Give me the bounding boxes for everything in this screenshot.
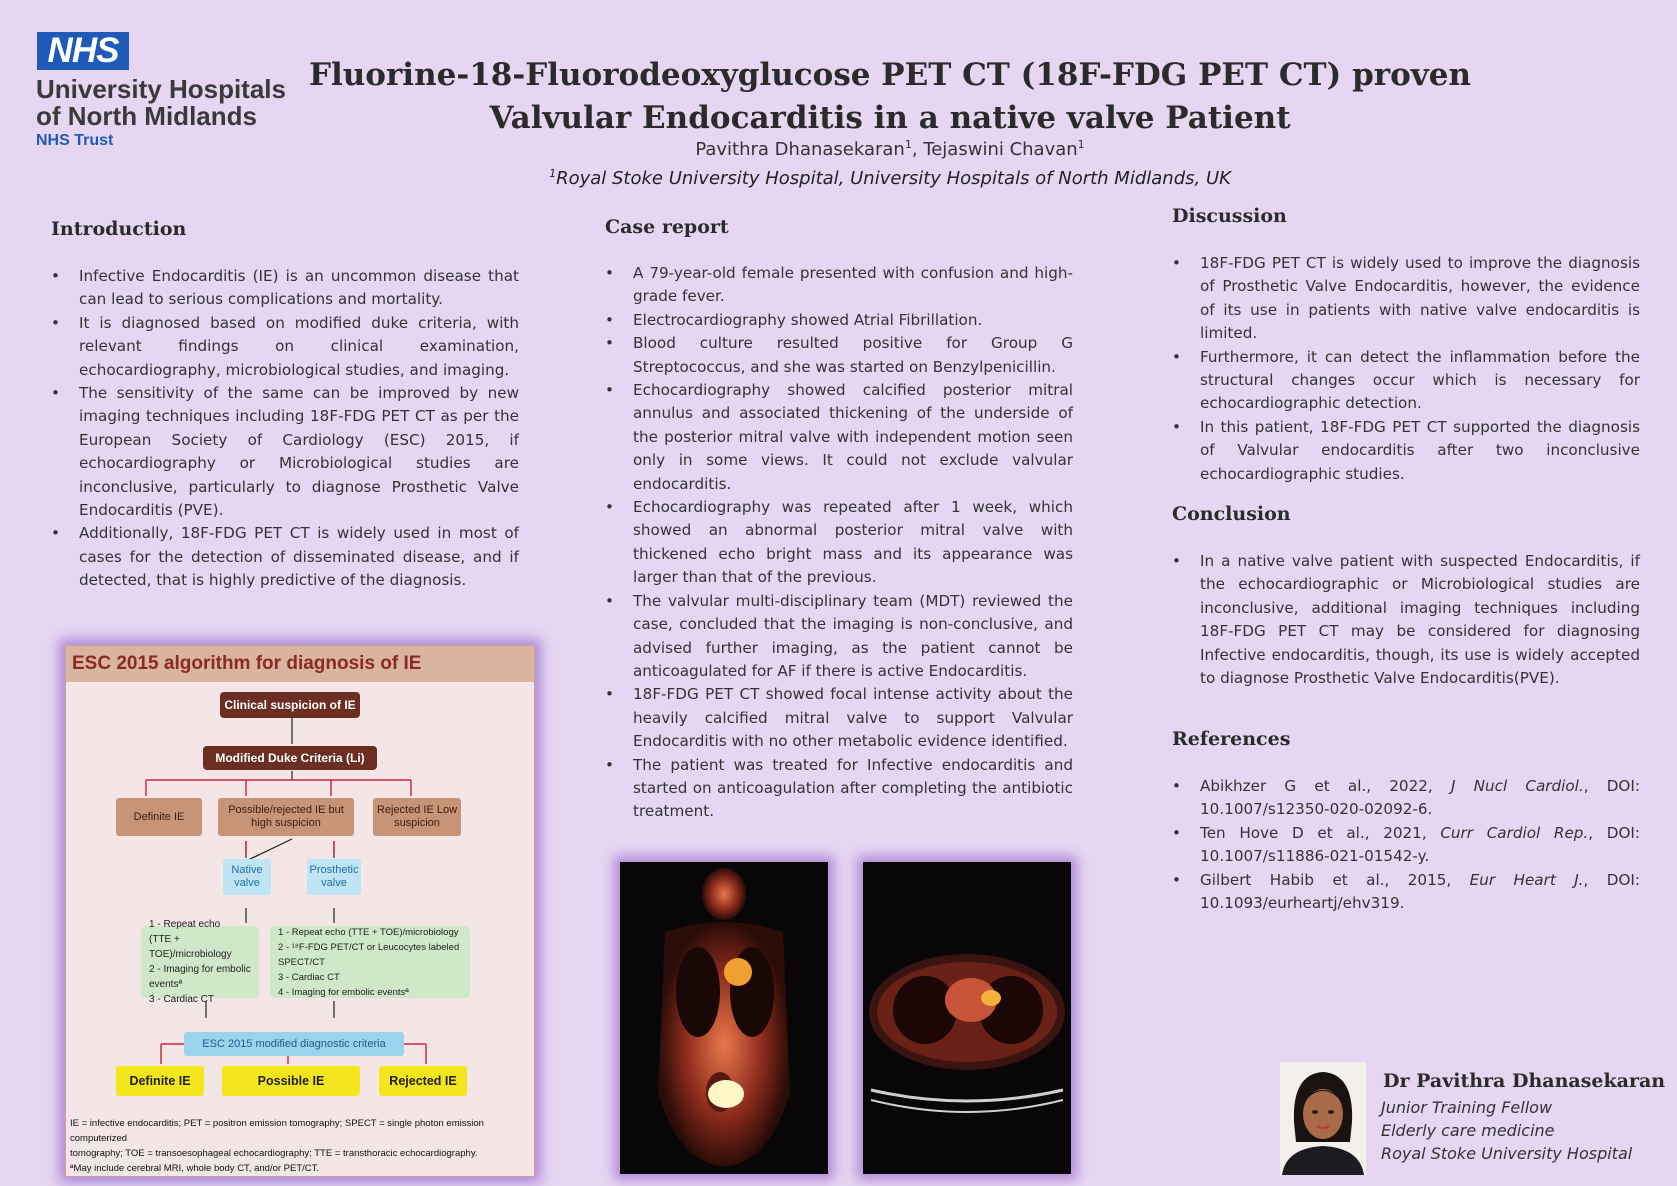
possible-ie-box: Possible/rejected IE but high suspicion: [218, 798, 354, 836]
list-item: • The sensitivity of the same can be improved by new imaging techniques including 18F-FDG PET CT as per the European Society of Cardiology (ESC) 2015, if echocardiography or Microbiological studies are inconclusive, particularly to diagnose Prosthetic Valve Endocarditis (PVE).: [51, 382, 519, 522]
nhs-logo: NHS: [37, 32, 129, 70]
reference-journal: J Nucl Cardiol.: [1450, 777, 1584, 795]
list-item: • In a native valve patient with suspected Endocarditis, if the echocardiographic or Microbiological studies are inconclusive, additional imaging techniques including 18F-FDG PET CT may be considered for diagnosing Infective endocarditis, though, its use is widely accepted to diagnose Prosthetic Valve Endocarditis(PVE).: [1172, 550, 1640, 690]
org-line-1: University Hospitals: [36, 74, 286, 104]
title-line-1: Fluorine-18-Fluorodeoxyglucose PET CT (18F-FDG PET CT) proven: [308, 57, 1472, 93]
affiliation-text: Royal Stoke University Hospital, University Hospitals of North Midlands, UK: [556, 168, 1231, 189]
reference-item: [1172, 822, 1640, 869]
rejected-ie-box: Rejected IE Low suspicion: [373, 798, 461, 836]
author-2-sup: 1: [1077, 138, 1085, 151]
list-item: • The patient was treated for Infective endocarditis and started on anticoagulation after completing the antibiotic treatment.: [605, 754, 1073, 824]
reference-authors: Ten Hove D et al., 2021,: [1200, 823, 1441, 842]
legend-line: tomography; TOE = transoesophageal echocardiography; TTE = transthoracic echocardiography.: [70, 1148, 478, 1159]
list-item: • 18F-FDG PET CT showed focal intense activity about the heavily calcified mitral valve to support Valvular Endocarditis with no other metabolic evidence identified.: [605, 683, 1073, 753]
reference-item: [1172, 869, 1640, 916]
pet-ct-coronal-image: [620, 862, 828, 1174]
reference-doi: , DOI: 10.1093/eurheartj/ehv319.: [1200, 870, 1640, 913]
list-item: • 18F-FDG PET CT is widely used to improve the diagnosis of Prosthetic Valve Endocarditis, however, the evidence of its use in patients with native valve endocarditis is limited.: [1172, 252, 1640, 346]
affiliation-sup: 1: [549, 167, 557, 180]
esc-algorithm-figure: [65, 645, 535, 1177]
list-item: • Echocardiography showed calcified posterior mitral annulus and associated thickening of the underside of the posterior mitral valve with independent motion seen only in some views. It could not exclude valvular endocarditis.: [605, 379, 1073, 496]
native-step: 1 - Repeat echo: [149, 919, 221, 930]
native-valve-box: Native valve: [223, 859, 271, 895]
discussion-heading: Discussion: [1172, 205, 1287, 227]
author-1: Pavithra Dhanasekaran: [695, 139, 905, 160]
author-photo-graphic: [1280, 1062, 1366, 1175]
legend-line: IE = infective endocarditis; PET = positron emission tomography; SPECT = single photon emission computerized: [70, 1118, 484, 1144]
list-item: • Blood culture resulted positive for Group G Streptococcus, and she was started on Benzylpenicillin.: [605, 332, 1073, 379]
author-2: Tejaswini Chavan: [923, 139, 1078, 160]
list-item: • Echocardiography was repeated after 1 week, which showed an abnormal posterior mitral valve with thickened echo bright mass and its appearance was larger than that of the previous.: [605, 496, 1073, 590]
author-hospital: Royal Stoke University Hospital: [1381, 1144, 1633, 1163]
definite-ie-box: Definite IE: [116, 798, 202, 836]
introduction-heading: Introduction: [51, 218, 187, 240]
org-line-2: of North Midlands: [36, 101, 257, 131]
prosthetic-step: 1 - Repeat echo (TTE + TOE)/microbiology: [278, 926, 459, 938]
author-photo: [1280, 1062, 1366, 1175]
case-report-list: [605, 262, 1073, 824]
case-report-heading: Case report: [605, 216, 729, 238]
conclusion-list: [1172, 550, 1640, 690]
native-step: (TTE + TOE)/microbiology: [149, 934, 232, 960]
introduction-list: [51, 265, 519, 593]
trust-name: NHS Trust: [36, 132, 114, 149]
prosthetic-step: 4 - Imaging for embolic eventsª: [278, 986, 409, 998]
algorithm-title: ESC 2015 algorithm for diagnosis of IE: [66, 646, 534, 682]
references-heading: References: [1172, 728, 1291, 750]
list-item: • Electrocardiography showed Atrial Fibrillation.: [605, 309, 1073, 332]
native-steps-box: [141, 919, 259, 1005]
title-line-2: Valvular Endocarditis in a native valve Patient: [489, 100, 1291, 136]
modified-duke-box: Modified Duke Criteria (Li): [203, 746, 377, 770]
references-list: [1172, 775, 1640, 915]
prosthetic-step: 3 - Cardiac CT: [278, 971, 340, 983]
native-step: 3 - Cardiac CT: [149, 994, 215, 1005]
axial-scan-graphic: [863, 862, 1071, 1174]
flowchart-connectors: [66, 646, 534, 1176]
reference-doi: , DOI: 10.1007/s12350-020-02092-6.: [1200, 777, 1640, 819]
clinical-suspicion-box: Clinical suspicion of IE: [220, 692, 360, 718]
org-name: [36, 76, 286, 130]
list-item: • Furthermore, it can detect the inflammation before the structural changes occur which is necessary for echocardiographic detection.: [1172, 346, 1640, 416]
reference-journal: Eur Heart J.: [1469, 870, 1584, 889]
author-name: Dr Pavithra Dhanasekaran: [1383, 1070, 1666, 1092]
outcome-definite-box: Definite IE: [116, 1066, 204, 1096]
affiliation: [285, 167, 1495, 189]
authors: [285, 138, 1495, 160]
list-item: • Infective Endocarditis (IE) is an uncommon disease that can lead to serious complications and mortality.: [51, 265, 519, 312]
list-item: • A 79-year-old female presented with confusion and high-grade fever.: [605, 262, 1073, 309]
author-department: Elderly care medicine: [1381, 1121, 1555, 1140]
reference-item: [1172, 775, 1640, 822]
esc-modified-criteria-box: ESC 2015 modified diagnostic criteria: [184, 1032, 404, 1056]
prosthetic-valve-box: Prosthetic valve: [307, 859, 361, 895]
outcome-rejected-box: Rejected IE: [379, 1066, 467, 1096]
author-sep: ,: [911, 139, 924, 160]
list-item: • The valvular multi-disciplinary team (MDT) reviewed the case, concluded that the imaging is non-conclusive, and advised further imaging, as the patient cannot be anticoagulated for AF if there is active Endocarditis.: [605, 590, 1073, 684]
list-item: • In this patient, 18F-FDG PET CT supported the diagnosis of Valvular endocarditis after two inconclusive echocardiographic studies.: [1172, 416, 1640, 486]
reference-authors: Gilbert Habib et al., 2015,: [1200, 870, 1470, 889]
poster-title: [285, 54, 1495, 140]
pet-ct-axial-image: [863, 862, 1071, 1174]
conclusion-heading: Conclusion: [1172, 503, 1291, 525]
author-1-sup: 1: [904, 138, 912, 151]
reference-authors: Abikhzer G et al., 2022,: [1200, 777, 1451, 795]
discussion-list: [1172, 252, 1640, 486]
author-role: Junior Training Fellow: [1381, 1098, 1553, 1117]
coronal-scan-graphic: [620, 862, 828, 1174]
reference-doi: , DOI: 10.1007/s11886-021-01542-y.: [1200, 823, 1640, 866]
prosthetic-step: 2 - ¹⁸F-FDG PET/CT or Leucocytes labeled SPECT/CT: [278, 941, 460, 968]
algorithm-legend: [70, 1116, 530, 1176]
legend-line: ªMay include cerebral MRI, whole body CT, and/or PET/CT.: [70, 1163, 320, 1174]
outcome-possible-box: Possible IE: [222, 1066, 360, 1096]
reference-journal: Curr Cardiol Rep.: [1440, 823, 1589, 842]
prosthetic-steps-box: [270, 926, 470, 998]
list-item: • It is diagnosed based on modified duke criteria, with relevant findings on clinical examination, echocardiography, microbiological studies, and imaging.: [51, 312, 519, 382]
native-step: 2 - Imaging for embolic eventsª: [149, 964, 251, 990]
list-item: • Additionally, 18F-FDG PET CT is widely used in most of cases for the detection of disseminated disease, and if detected, that is highly predictive of the diagnosis.: [51, 522, 519, 592]
